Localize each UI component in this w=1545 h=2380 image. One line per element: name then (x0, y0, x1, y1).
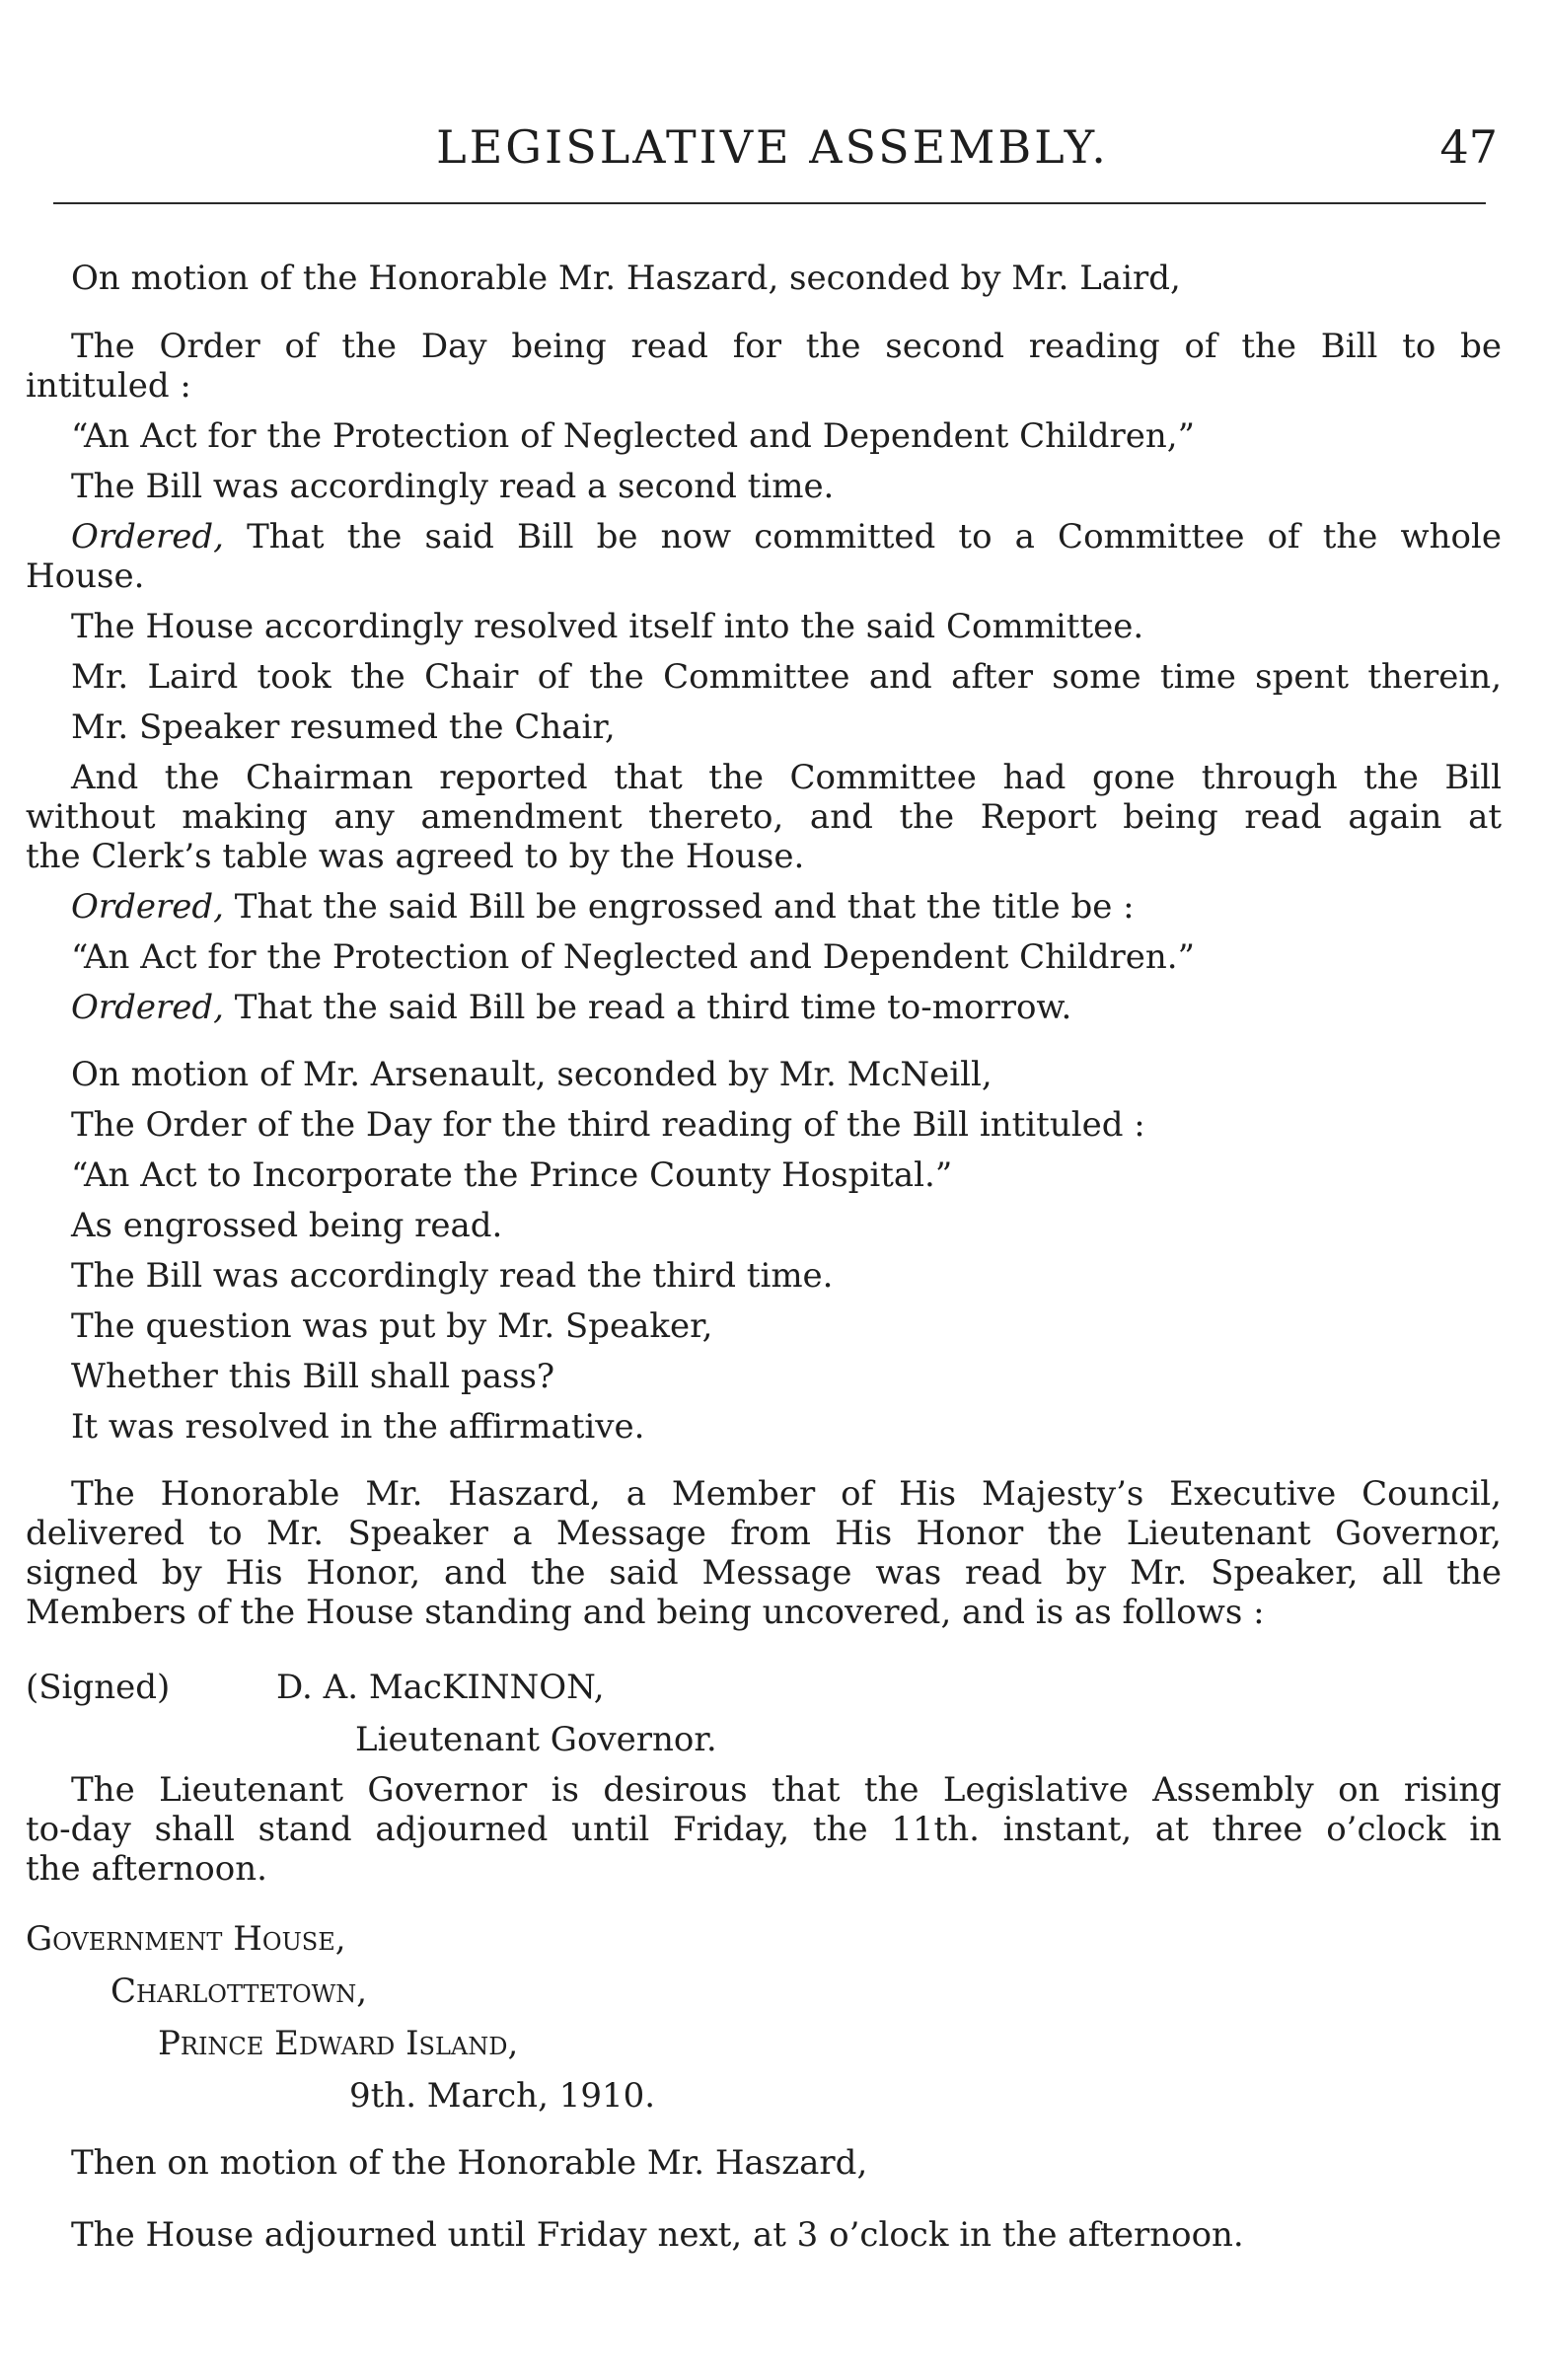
question-line: The question was put by Mr. Speaker, (71, 1306, 713, 1346)
address-date: 9th. March, 1910. (349, 2076, 656, 2116)
ordered-third-text: That the said Bill be read a third time to-morrow. (223, 988, 1072, 1027)
whether-line: Whether this Bill shall pass? (71, 1357, 555, 1396)
house-word-line: House. (26, 557, 145, 596)
ordered-label: Ordered, (71, 988, 224, 1027)
engrossed-line: As engrossed being read. (71, 1206, 503, 1245)
ordered-committee-line (71, 517, 1502, 557)
order-of-day-third: The Order of the Day for the third reading of the Bill intituled : (71, 1105, 1145, 1145)
chairman-report-line-3: the Clerk’s table was agreed to by the House. (26, 837, 805, 876)
act-title-quote: “An Act for the Protection of Neglected and Dependent Children,” (71, 416, 1195, 456)
message-body-line-3: the afternoon. (26, 1849, 267, 1889)
address-government-house: Government House, (26, 1919, 346, 1959)
chairman-report-line-2: without making any amendment thereto, and the Report being read again at (26, 797, 1502, 837)
signed-label: (Signed) (26, 1668, 171, 1707)
message-body-line-1: The Lieutenant Governor is desirous that the Legislative Assembly on rising (71, 1770, 1502, 1810)
motion-arsenault-mcneill: On motion of Mr. Arsenault, seconded by Mr. McNeill, (71, 1055, 993, 1094)
adjournment-line: The House adjourned until Friday next, at 3 o’clock in the afternoon. (71, 2215, 1244, 2255)
hospital-act-title: “An Act to Incorporate the Prince County Hospital.” (71, 1155, 953, 1195)
resolved-committee-line: The House accordingly resolved itself into the said Committee. (71, 607, 1144, 646)
ordered-label: Ordered, (71, 517, 224, 557)
order-of-day-line-1: The Order of the Day being read for the second reading of the Bill to be (71, 327, 1502, 366)
order-of-day-line-2: intituled : (26, 366, 191, 406)
address-pei: Prince Edward Island, (158, 2024, 519, 2063)
message-delivery-line-3: signed by His Honor, and the said Message was read by Mr. Speaker, all the (26, 1553, 1502, 1593)
closing-motion-line: Then on motion of the Honorable Mr. Haszard, (71, 2143, 868, 2183)
ordered-label: Ordered, (71, 887, 224, 927)
signatory-name: D. A. MacKINNON, (276, 1668, 605, 1707)
ordered-committee-text: That the said Bill be now committed to a Committee of the whole (223, 517, 1502, 557)
speaker-resumed-line: Mr. Speaker resumed the Chair, (71, 707, 616, 747)
ordered-engrossed-text: That the said Bill be engrossed and that the title be : (223, 887, 1135, 927)
motion-haszard-laird: On motion of the Honorable Mr. Haszard, seconded by Mr. Laird, (71, 259, 1181, 298)
message-delivery-line-1: The Honorable Mr. Haszard, a Member of His Majesty’s Executive Council, (71, 1474, 1502, 1514)
address-charlottetown: Charlottetown, (110, 1971, 368, 2011)
message-delivery-line-4: Members of the House standing and being uncovered, and is as follows : (26, 1593, 1265, 1632)
signatory-title: Lieutenant Governor. (355, 1720, 717, 1759)
page-title: LEGISLATIVE ASSEMBLY. (436, 120, 1109, 174)
affirmative-line: It was resolved in the affirmative. (71, 1407, 645, 1447)
third-reading-line: The Bill was accordingly read the third time. (71, 1256, 834, 1296)
second-reading-line: The Bill was accordingly read a second time. (71, 467, 835, 506)
laird-chair-line: Mr. Laird took the Chair of the Committee and after some time spent therein, (71, 657, 1502, 697)
chairman-report-line-1: And the Chairman reported that the Committee had gone through the Bill (71, 758, 1502, 797)
message-body-line-2: to-day shall stand adjourned until Friday, the 11th. instant, at three o’clock in (26, 1810, 1502, 1849)
ordered-third-reading-line (71, 988, 1502, 1027)
act-title-final: “An Act for the Protection of Neglected and Dependent Children.” (71, 937, 1195, 977)
message-delivery-line-2: delivered to Mr. Speaker a Message from His Honor the Lieutenant Governor, (26, 1514, 1502, 1553)
header-rule (53, 202, 1486, 204)
ordered-engrossed-line (71, 887, 1502, 927)
page-number: 47 (1439, 120, 1498, 174)
